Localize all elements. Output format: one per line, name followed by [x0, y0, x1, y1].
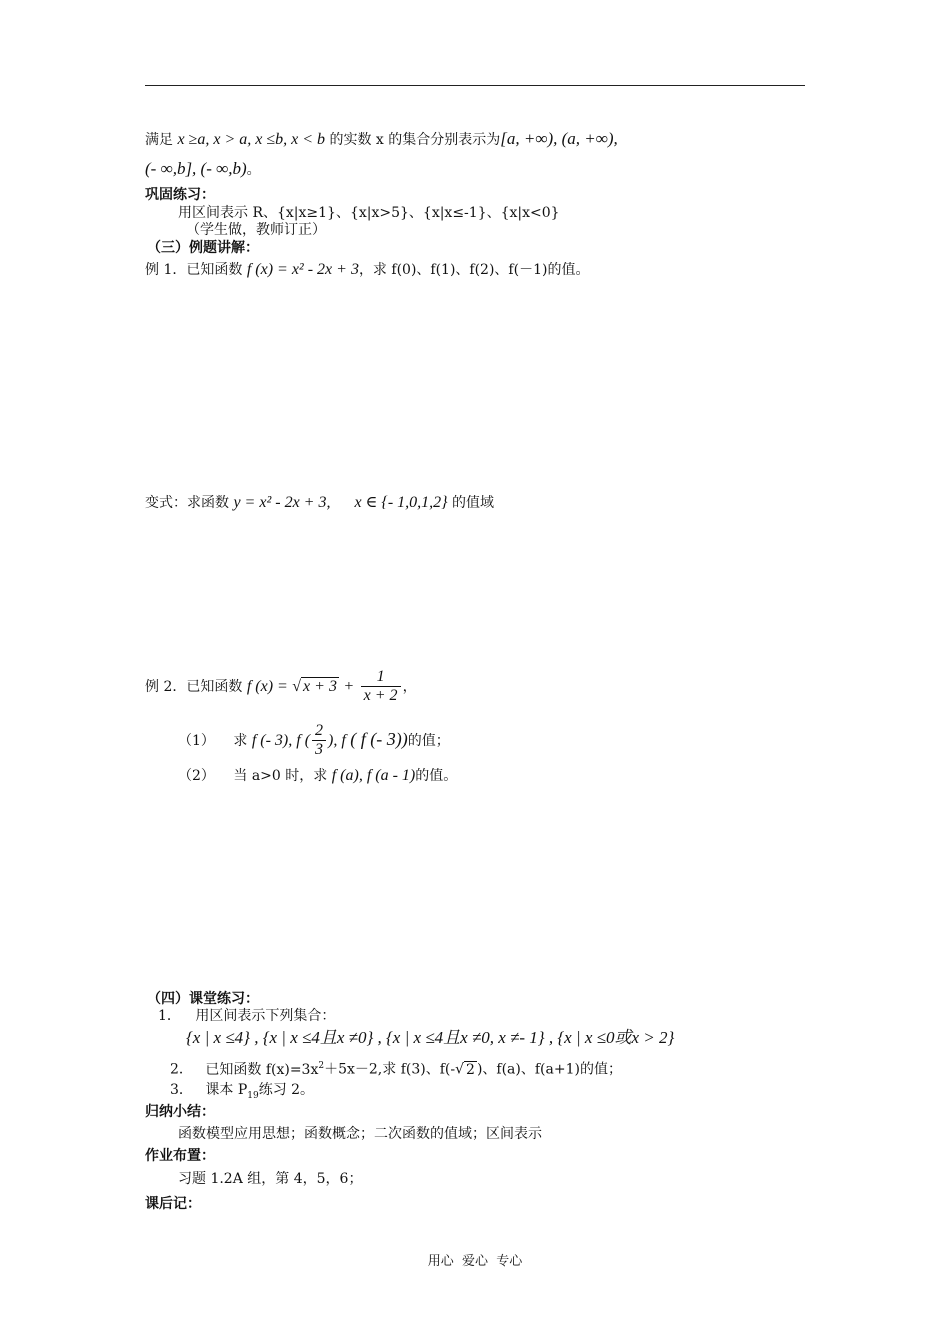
fraction [361, 668, 401, 706]
formula: ), f [328, 731, 346, 749]
consolidate-task: 用区间表示 R、{x|x≥1}、{x|x>5}、{x|x≤-1}、{x|x<0} [178, 205, 560, 221]
question-number: （2） [178, 768, 215, 784]
text: 例 2．已知函数 [145, 678, 243, 695]
subscript: 19 [247, 1090, 259, 1101]
sqrt-expression: √ 2 [455, 1061, 475, 1078]
interval-formula: [a, +∞), (a, +∞), [500, 129, 618, 148]
text: 当 a>0 时，求 [233, 768, 328, 784]
fraction-denominator: x + 2 [363, 687, 398, 705]
summary-text: 函数模型应用思想；函数概念；二次函数的值域；区间表示 [178, 1126, 542, 1142]
text: ，求 f(0)、f(1)、f(2)、f(－1)的值。 [358, 262, 590, 278]
function-lhs: f (x) = [246, 677, 288, 695]
consolidate-heading: 巩固练习： [145, 187, 215, 203]
text: ， [402, 678, 417, 695]
formula: f (- 3), f ( [251, 731, 311, 749]
text: 的值； [407, 732, 450, 749]
fraction-numerator: 2 [312, 722, 326, 741]
fraction-numerator: 1 [361, 668, 401, 687]
header-rule [145, 85, 805, 86]
exponent: 2 [318, 1061, 325, 1071]
interval-formula: (- ∞,b], (- ∞,b) [145, 159, 247, 178]
section-3-heading: （三）例题讲解： [147, 240, 259, 256]
text: 例 1．已知函数 [145, 262, 243, 278]
item-number: 2． [170, 1061, 193, 1078]
text: 变式：求函数 [145, 495, 229, 511]
formula: f (a), f (a - 1) [331, 767, 416, 784]
condition-formula: x ≥a, x > a, x ≤b, x < b [177, 131, 326, 148]
variant-exercise [145, 493, 494, 512]
interval-notation-line-1 [145, 129, 618, 149]
interval-notation-line-2 [145, 159, 261, 179]
text: 已知函数 f(x)=3x [205, 1061, 319, 1078]
notes-heading: 课后记： [145, 1196, 201, 1212]
function-formula: f (x) = x² - 2x + 3 [246, 261, 359, 278]
text: 。 [246, 162, 261, 178]
text: 求 [233, 732, 248, 749]
text: 课本 P [205, 1082, 248, 1098]
fraction-denominator: 3 [315, 741, 324, 759]
set-formula: {x | x ≤4} , {x | x ≤4且x ≠0} , {x | x ≤4且x ≠0, x ≠- 1} , {x | x ≤0或x > 2} [186, 1028, 675, 1047]
summary-heading: 归纳小结： [145, 1104, 215, 1120]
formula: ( f (- 3)) [350, 728, 408, 749]
example-1 [145, 260, 589, 279]
example-2 [145, 668, 417, 706]
text: 的实数 x 的集合分别表示为 [329, 132, 501, 148]
plus-sign: + [343, 677, 355, 695]
page-footer: 用心 爱心 专心 [427, 1254, 523, 1269]
fraction [312, 722, 326, 760]
text: ＋5x－2,求 f(3)、f(- [324, 1061, 456, 1078]
example-2-question-1 [178, 722, 450, 760]
practice-item-1 [158, 1008, 335, 1025]
text: 的值。 [415, 768, 458, 784]
practice-item-2 [170, 1061, 622, 1078]
practice-item-1-sets [186, 1028, 674, 1048]
sqrt-radicand: 2 [466, 1061, 475, 1078]
section-4-heading: （四）课堂练习： [147, 991, 259, 1007]
item-number: 3． [170, 1082, 193, 1098]
consolidate-note: （学生做，教师订正） [186, 222, 326, 238]
homework-text: 习题 1.2A 组，第 4，5，6； [178, 1171, 363, 1187]
question-number: （1） [178, 732, 215, 749]
text: 用区间表示下列集合： [195, 1008, 336, 1024]
sqrt-expression: √ x + 3 [292, 677, 337, 695]
homework-heading: 作业布置： [145, 1148, 215, 1164]
text: )、f(a)、f(a+1)的值； [476, 1061, 622, 1078]
text: 的值域 [452, 495, 494, 511]
function-formula: y = x² - 2x + 3, x ∈ {- 1,0,1,2} [233, 494, 448, 511]
sqrt-radicand: x + 3 [303, 677, 337, 695]
item-number: 1． [158, 1008, 181, 1024]
text: 满足 [145, 132, 173, 148]
example-2-question-2 [178, 766, 457, 785]
text: 练习 2。 [258, 1082, 315, 1098]
practice-item-3 [170, 1082, 314, 1102]
